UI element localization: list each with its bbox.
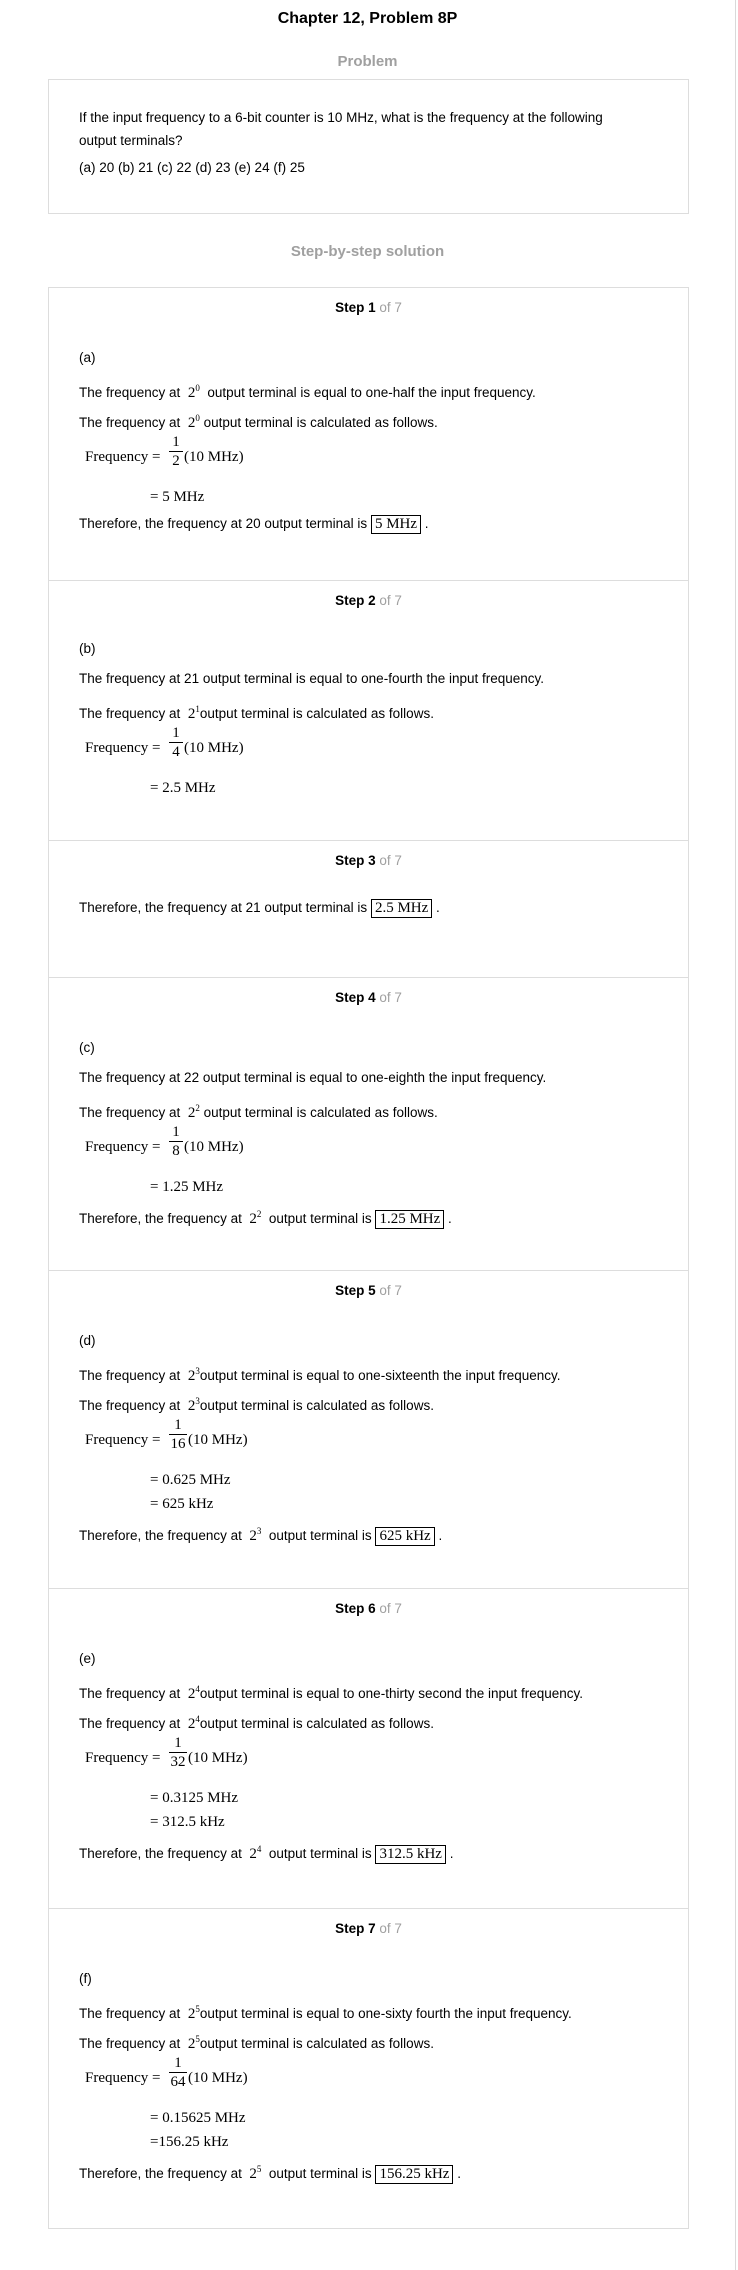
step-text: The frequency at $2^4output$ terminal is calculated as follows. [79,1714,434,1732]
step-text: The frequency at $2^5output$ terminal is calculated as follows. [79,2034,434,2052]
equation-result: = 0.625 MHz [150,1472,231,1488]
step-header: Step 6 of 7 [335,1601,402,1616]
step-text: The frequency at $2^3output$ terminal is equal to one-sixteenth the input frequency. [79,1366,561,1384]
step-7 [49,1908,688,2228]
frequency-equation: Frequency = 1 8 (10 MHz) [85,1124,244,1159]
answer-box: 1.25 MHz [375,1210,444,1229]
step-header: Step 3 of 7 [335,853,402,868]
solution-box [48,287,689,2229]
frequency-equation: Frequency = 1 2 (10 MHz) [85,434,244,469]
step-5 [49,1270,688,1588]
step-text: The frequency at 21 output terminal is equal to one-fourth the input frequency. [79,671,545,686]
page-title: Chapter 12, Problem 8P [277,10,458,27]
equation-result: = 625 kHz [150,1496,214,1512]
equation-result: = 0.15625 MHz [150,2110,246,2126]
step-text: The frequency at $2^3output$ terminal is calculated as follows. [79,1396,434,1414]
step-conclusion: Therefore, the frequency at $2^3$ output terminal is 625 kHz . [79,1526,443,1544]
step-header: Step 4 of 7 [335,990,402,1005]
step-conclusion: Therefore, the frequency at 21 output terminal is 2.5 MHz . [79,900,440,916]
step-conclusion: Therefore, the frequency at $2^5$ output terminal is 156.25 kHz . [79,2164,461,2182]
part-label: (a) [79,350,96,365]
step-2 [49,580,688,840]
problem-heading: Problem [337,53,398,70]
step-header: Step 5 of 7 [335,1283,402,1298]
equation-result: = 1.25 MHz [150,1179,224,1195]
answer-box: 156.25 kHz [375,2165,453,2184]
step-6 [49,1588,688,1908]
equation-result: = 312.5 kHz [150,1814,225,1830]
equation-result: = 0.3125 MHz [150,1790,239,1806]
step-text: The frequency at $2^0$ output terminal is equal to one-half the input frequency. [79,383,536,401]
step-conclusion: Therefore, the frequency at $2^2$ output terminal is 1.25 MHz . [79,1209,452,1227]
step-text: The frequency at $2^4output$ terminal is equal to one-thirty second the input frequency. [79,1684,584,1702]
part-label: (d) [79,1333,96,1348]
step-3 [49,840,688,977]
step-text: The frequency at $2^2$ output terminal is calculated as follows. [79,1103,438,1121]
step-header: Step 1 of 7 [335,300,402,315]
part-label: (f) [79,1971,92,1986]
step-text: The frequency at $2^5output$ terminal is equal to one-sixty fourth the input frequency. [79,2004,572,2022]
answer-box: 625 kHz [375,1527,434,1546]
step-header: Step 7 of 7 [335,1921,402,1936]
part-label: (e) [79,1651,96,1666]
frequency-equation: Frequency = 1 32 (10 MHz) [85,1735,248,1770]
step-conclusion: Therefore, the frequency at $2^4$ output terminal is 312.5 kHz . [79,1844,454,1862]
part-label: (b) [79,641,96,656]
step-conclusion: Therefore, the frequency at 20 output terminal is 5 MHz . [79,516,429,532]
step-text: The frequency at $2^1output$ terminal is calculated as follows. [79,704,434,722]
frequency-equation: Frequency = 1 64 (10 MHz) [85,2055,248,2090]
part-label: (c) [79,1040,95,1055]
problem-box [48,79,689,214]
equation-result: =156.25 kHz [150,2134,229,2150]
answer-box: 2.5 MHz [371,899,432,918]
problem-text: If the input frequency to a 6-bit counter is 10 MHz, what is the frequency at the following output terminals? [79,110,603,148]
step-1 [49,288,688,580]
answer-box: 312.5 kHz [375,1845,446,1864]
step-text: The frequency at $2^0$ output terminal is calculated as follows. [79,413,438,431]
step-4 [49,977,688,1270]
frequency-equation: Frequency = 1 16 (10 MHz) [85,1417,248,1452]
equation-result: = 5 MHz [150,489,205,505]
step-header: Step 2 of 7 [335,593,402,608]
solution-heading: Step-by-step solution [290,243,445,260]
problem-options: (a) 20 (b) 21 (c) 22 (d) 23 (e) 24 (f) 25 [79,160,305,175]
step-text: The frequency at 22 output terminal is equal to one-eighth the input frequency. [79,1070,547,1085]
answer-box: 5 MHz [371,515,421,534]
equation-result: = 2.5 MHz [150,780,216,796]
frequency-equation: Frequency = 1 4 (10 MHz) [85,725,244,760]
